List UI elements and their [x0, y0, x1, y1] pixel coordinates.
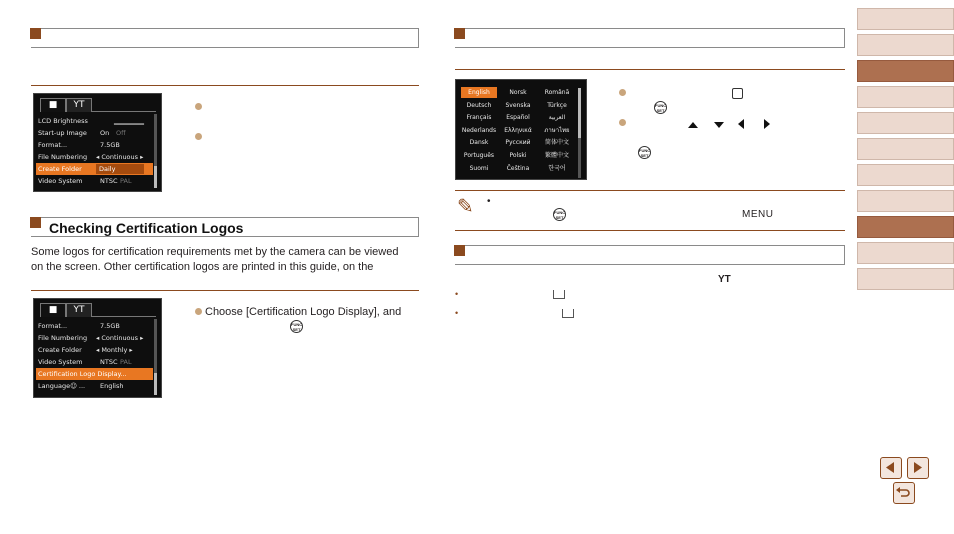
section-header-right-bottom	[455, 245, 845, 265]
section-header-right-top	[455, 28, 845, 48]
language-option: ภาษาไทย	[544, 126, 570, 134]
language-option: Ελληνικά	[504, 126, 532, 134]
camera-tab-icon: ■	[40, 98, 66, 112]
language-option: Türkçe	[547, 101, 567, 109]
chevron-right-icon	[908, 458, 927, 477]
arrow-keys-icon	[688, 118, 772, 130]
func-set-button-icon: FUNC SET	[291, 322, 303, 332]
page-ref-icon	[562, 309, 574, 318]
nav-tab[interactable]	[857, 216, 954, 238]
func-set-button-icon: FUNC SET	[655, 103, 667, 113]
list-bullet: •	[455, 308, 459, 318]
note-bullet: •	[487, 196, 491, 207]
nav-tab[interactable]	[857, 164, 954, 186]
language-option: Norsk	[509, 89, 527, 96]
language-option: Nederlands	[461, 126, 497, 134]
display-icon	[732, 88, 743, 99]
section-marker	[454, 245, 465, 256]
language-option: Français	[466, 114, 492, 122]
right-arrow-icon	[764, 119, 770, 129]
step-bullet	[195, 308, 202, 315]
settings-tab-icon: YT	[66, 303, 92, 317]
language-option: Русский	[505, 139, 531, 147]
menu-row: Format... 7.5GB	[38, 322, 120, 330]
menu-row: Language☺ ... English	[38, 382, 124, 390]
body-text: on the screen. Other certification logos are printed in this guide, on the	[31, 261, 374, 273]
language-option: Deutsch	[466, 101, 492, 109]
nav-tab[interactable]	[857, 268, 954, 290]
menu-row-selected: Create Folder Daily	[36, 163, 153, 175]
divider	[455, 69, 845, 70]
menu-button-label: MENU	[742, 209, 774, 220]
section-title: Checking Certification Logos	[49, 220, 244, 236]
nav-tab[interactable]	[857, 60, 954, 82]
left-arrow-icon	[738, 119, 744, 129]
language-option: English	[461, 87, 497, 98]
pencil-icon: ✎	[457, 194, 474, 218]
step-bullet	[619, 89, 626, 96]
language-option: Svenska	[505, 101, 531, 109]
return-arrow-icon	[894, 483, 913, 502]
menu-row: Start-up Image On Off	[38, 129, 126, 137]
scrollbar	[578, 88, 581, 178]
menu-row: File Numbering ◂ Continuous ▸	[38, 153, 144, 161]
menu-tabs	[40, 303, 156, 317]
chevron-left-icon	[881, 458, 900, 477]
down-arrow-icon	[714, 122, 724, 128]
language-option: 简体中文	[544, 139, 569, 147]
divider	[455, 190, 845, 191]
menu-row-selected: Certification Logo Display...	[36, 368, 153, 380]
settings-tab-icon: YT	[718, 274, 731, 285]
func-set-button-icon: FUNC SET	[554, 210, 566, 220]
divider	[31, 290, 419, 291]
body-text: Some logos for certification requirements met by the camera can be viewed	[31, 246, 399, 258]
language-option: 한국어	[548, 164, 566, 172]
nav-tab[interactable]	[857, 112, 954, 134]
language-option: Polski	[509, 152, 527, 159]
up-arrow-icon	[688, 122, 698, 128]
camera-menu-screenshot	[33, 298, 162, 398]
step-bullet	[195, 103, 202, 110]
nav-tab[interactable]	[857, 242, 954, 264]
menu-row: Create Folder ◂ Monthly ▸	[38, 346, 133, 354]
step-text: Choose [Certification Logo Display], and	[205, 306, 402, 318]
language-option: Română	[544, 89, 570, 96]
back-button[interactable]	[893, 482, 915, 504]
camera-tab-icon: ■	[40, 303, 66, 317]
page-ref-icon	[553, 290, 565, 299]
scrollbar	[154, 319, 157, 395]
nav-tab[interactable]	[857, 8, 954, 30]
language-option: Dansk	[469, 139, 489, 147]
language-option: 繁體中文	[544, 152, 569, 159]
menu-row: LCD Brightness ▁▁▁▁▁▁	[38, 117, 144, 125]
section-marker	[30, 28, 41, 39]
nav-tab[interactable]	[857, 34, 954, 56]
menu-row: File Numbering ◂ Continuous ▸	[38, 334, 144, 342]
language-option: العربية	[548, 114, 566, 122]
divider	[31, 85, 419, 86]
step-bullet	[195, 133, 202, 140]
language-option: Čeština	[506, 164, 530, 172]
nav-tab[interactable]	[857, 190, 954, 212]
section-marker	[30, 217, 41, 228]
section-marker	[454, 28, 465, 39]
nav-tab[interactable]	[857, 86, 954, 108]
section-header-cert	[31, 217, 419, 237]
menu-row: Video System NTSC PAL	[38, 177, 132, 185]
language-option: Suomi	[469, 164, 489, 172]
step-bullet	[619, 119, 626, 126]
next-page-button[interactable]	[907, 457, 929, 479]
language-menu-screenshot	[455, 79, 587, 180]
section-header-left-top	[31, 28, 419, 48]
scrollbar	[154, 114, 157, 188]
language-option: Español	[506, 114, 530, 122]
menu-tabs	[40, 98, 156, 112]
menu-row: Format... 7.5GB	[38, 141, 120, 149]
list-bullet: •	[455, 289, 459, 299]
previous-page-button[interactable]	[880, 457, 902, 479]
language-option: Português	[463, 152, 495, 159]
camera-menu-screenshot	[33, 93, 162, 192]
nav-tab[interactable]	[857, 138, 954, 160]
divider	[455, 230, 845, 231]
settings-tab-icon: YT	[66, 98, 92, 112]
func-set-button-icon: FUNC SET	[639, 148, 651, 158]
menu-row: Video System NTSC PAL	[38, 358, 132, 366]
